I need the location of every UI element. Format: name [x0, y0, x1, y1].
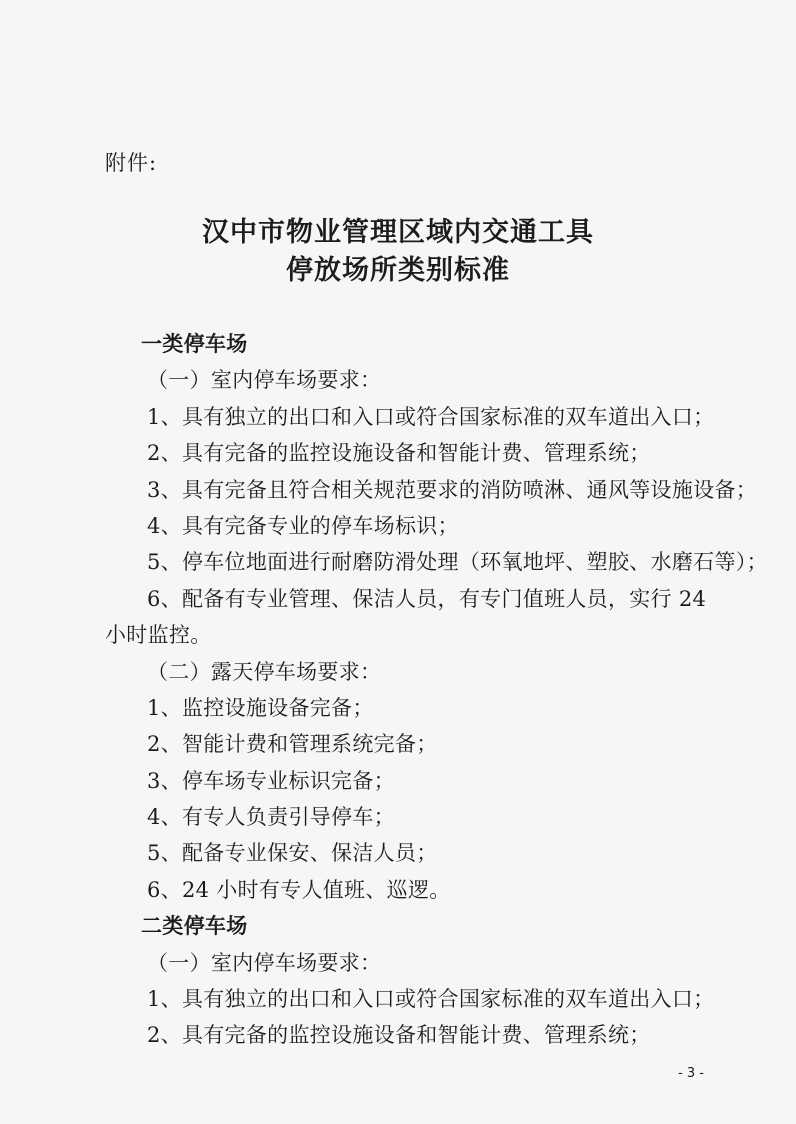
- attachment-label: 附件:: [105, 151, 158, 175]
- document-title-line-1: 汉中市物业管理区域内交通工具: [202, 217, 594, 248]
- document-title-line-2: 停放场所类别标准: [286, 255, 510, 286]
- class2-indoor-heading: （一）室内停车场要求：: [147, 950, 382, 975]
- class1-outdoor-heading: （二）露天停车场要求：: [147, 659, 382, 684]
- list-item: 1、监控设施设备完备；: [147, 695, 374, 720]
- list-item: 6、配备有专业管理、保洁人员，有专门值班人员，实行 24: [147, 586, 707, 611]
- list-item: 2、智能计费和管理系统完备；: [147, 732, 438, 757]
- page-number: - 3 -: [678, 1066, 704, 1081]
- list-item: 4、具有完备专业的停车场标识；: [147, 513, 459, 538]
- list-item: 1、具有独立的出口和入口或符合国家标准的双车道出入口；: [147, 987, 715, 1012]
- list-item: 3、停车场专业标识完备；: [147, 768, 395, 793]
- list-item: 3、具有完备且符合相关规范要求的消防喷淋、通风等设施设备；: [147, 477, 758, 502]
- list-item: 1、具有独立的出口和入口或符合国家标准的双车道出入口；: [147, 404, 715, 429]
- list-item: 4、有专人负责引导停车；: [147, 805, 395, 830]
- class2-heading: 二类停车场: [141, 913, 248, 939]
- list-item: 5、停车位地面进行耐磨防滑处理（环氧地坪、塑胶、水磨石等）；: [147, 550, 768, 575]
- class1-heading: 一类停车场: [141, 331, 248, 356]
- list-item: 2、具有完备的监控设施设备和智能计费、管理系统；: [147, 441, 651, 466]
- class1-indoor-heading: （一）室内停车场要求：: [147, 368, 382, 393]
- list-item-continuation: 小时监控。: [105, 623, 212, 648]
- document-body: [105, 326, 768, 1054]
- list-item: 2、具有完备的监控设施设备和智能计费、管理系统；: [147, 1023, 651, 1048]
- list-item: 6、24 小时有专人值班、巡逻。: [147, 877, 451, 902]
- list-item: 5、配备专业保安、保洁人员；: [147, 841, 438, 866]
